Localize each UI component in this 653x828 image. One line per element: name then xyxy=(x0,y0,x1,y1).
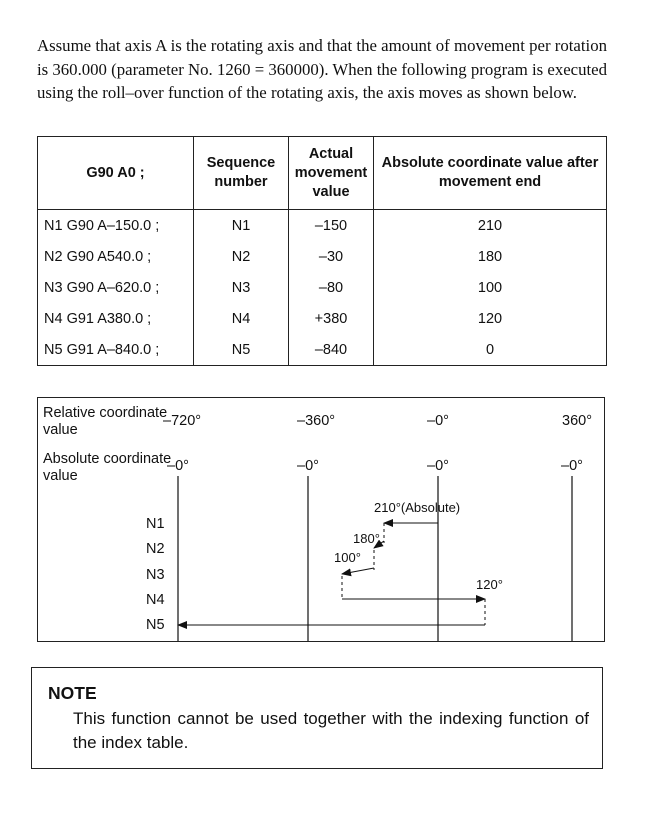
block-label-n2: N2 xyxy=(146,541,165,557)
block-label-n5: N5 xyxy=(146,617,165,633)
cell-sequence: N1 xyxy=(194,210,289,242)
absolute-tick-4: –0° xyxy=(561,458,583,474)
annotation-n4: 120° xyxy=(476,577,503,592)
header-sequence: Sequence number xyxy=(194,137,289,210)
note-box xyxy=(31,667,603,769)
relative-tick-zero: –0° xyxy=(427,413,449,429)
annotation-n3: 100° xyxy=(334,550,361,565)
cell-sequence: N4 xyxy=(194,303,289,334)
relative-tick-minus-720: –720° xyxy=(163,413,202,429)
cell-movement: +380 xyxy=(289,303,374,334)
cell-movement: –840 xyxy=(289,334,374,366)
cell-program: N5 G91 A–840.0 ; xyxy=(38,334,194,366)
cell-absolute: 120 xyxy=(374,303,607,334)
program-table xyxy=(37,136,607,366)
cell-program: N3 G90 A–620.0 ; xyxy=(38,272,194,303)
annotation-n2: 180° xyxy=(353,531,380,546)
cell-movement: –150 xyxy=(289,210,374,242)
cell-absolute: 210 xyxy=(374,210,607,242)
block-label-n1: N1 xyxy=(146,516,165,532)
table-row xyxy=(38,241,607,272)
absolute-tick-3: –0° xyxy=(427,458,449,474)
table-row xyxy=(38,303,607,334)
table-row xyxy=(38,334,607,366)
cell-program: N2 G90 A540.0 ; xyxy=(38,241,194,272)
cell-sequence: N3 xyxy=(194,272,289,303)
relative-tick-minus-360: –360° xyxy=(297,413,336,429)
rollover-diagram xyxy=(37,397,605,642)
absolute-tick-2: –0° xyxy=(297,458,319,474)
annotation-n1: 210°(Absolute) xyxy=(374,500,461,515)
table-header-row xyxy=(38,137,607,210)
absolute-coordinate-label: Absolute coordinate value xyxy=(43,451,172,484)
table-row xyxy=(38,272,607,303)
cell-movement: –30 xyxy=(289,241,374,272)
cell-sequence: N2 xyxy=(194,241,289,272)
block-label-n4: N4 xyxy=(146,592,165,608)
block-label-n3: N3 xyxy=(146,567,165,583)
intro-paragraph: Assume that axis A is the rotating axis and that the amount of movement per rotation is 360.000 (parameter No. 1260 = 360000). When the following program is executed using the roll–over function of the rotating axis, the axis moves as shown below. xyxy=(37,36,607,102)
header-program: G90 A0 ; xyxy=(38,137,194,210)
path-n2 xyxy=(374,541,384,548)
cell-absolute: 180 xyxy=(374,241,607,272)
relative-tick-360: 360° xyxy=(562,413,592,429)
header-movement: Actual movement value xyxy=(289,137,374,210)
header-absolute: Absolute coordinate value after movement end xyxy=(374,137,607,210)
cell-absolute: 0 xyxy=(374,334,607,366)
cell-absolute: 100 xyxy=(374,272,607,303)
note-body: This function cannot be used together with the indexing function of the index table. xyxy=(73,709,589,752)
movement-paths xyxy=(38,398,606,643)
cell-program: N1 G90 A–150.0 ; xyxy=(38,210,194,242)
relative-coordinate-label: Relative coordinate value xyxy=(43,405,168,438)
path-n3 xyxy=(342,568,374,574)
cell-movement: –80 xyxy=(289,272,374,303)
cell-sequence: N5 xyxy=(194,334,289,366)
note-title: NOTE xyxy=(48,683,97,703)
cell-program: N4 G91 A380.0 ; xyxy=(38,303,194,334)
absolute-tick-1: –0° xyxy=(167,458,189,474)
table-row xyxy=(38,210,607,242)
